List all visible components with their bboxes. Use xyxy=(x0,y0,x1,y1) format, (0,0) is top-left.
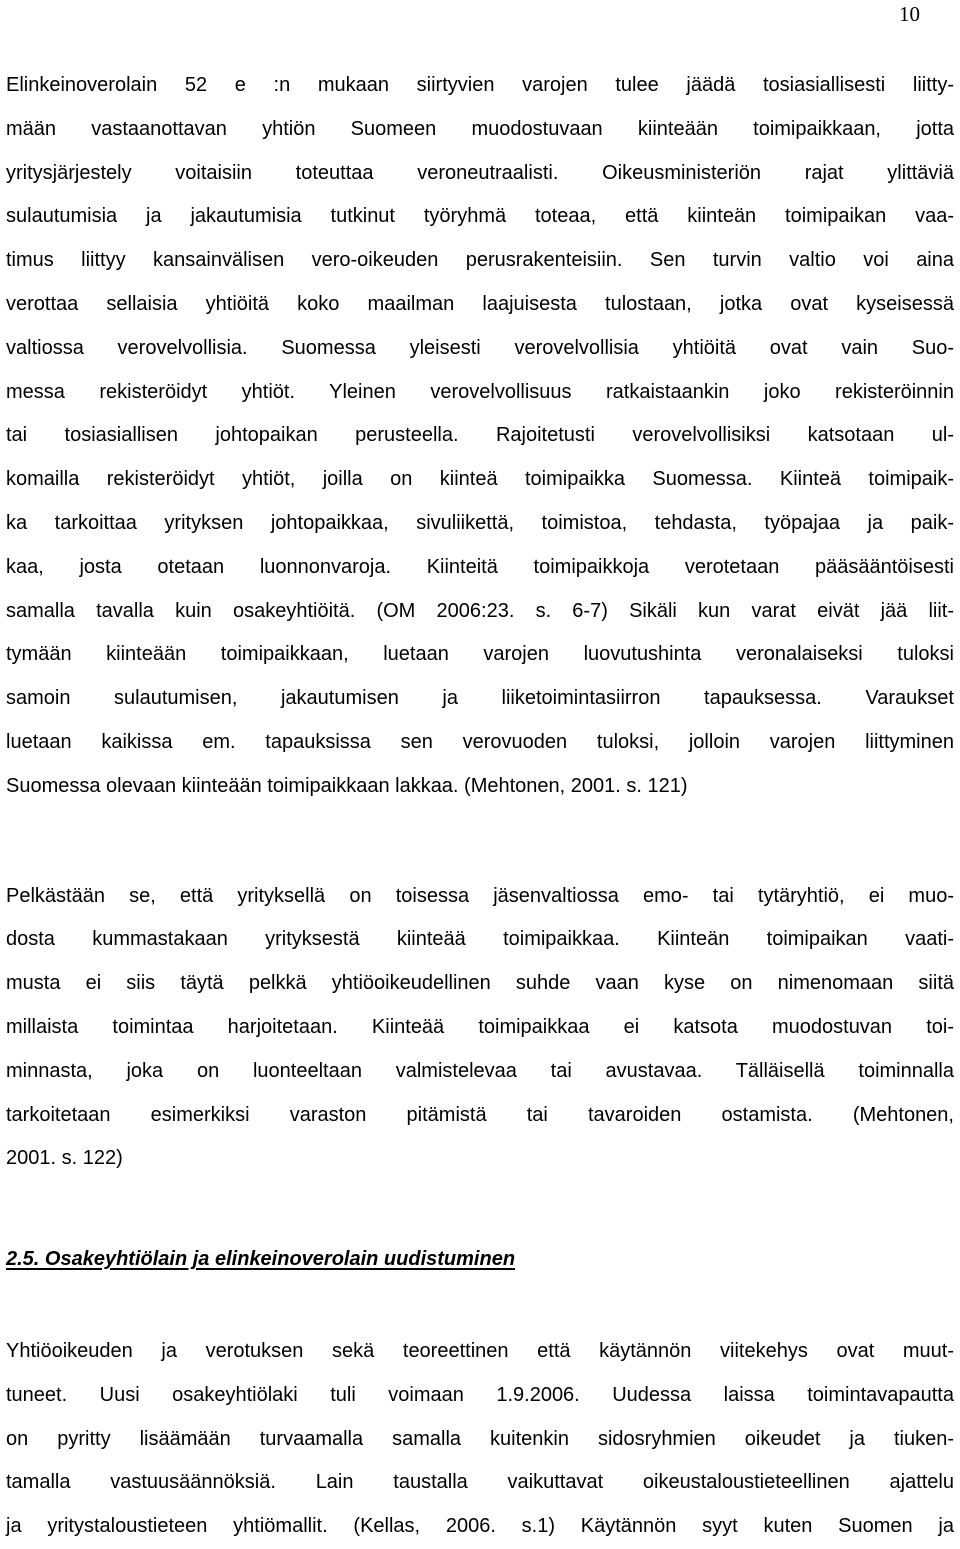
page-number: 10 xyxy=(899,2,920,26)
text-line: Elinkeinoverolain 52 e :n mukaan siirtyvien varojen tulee jäädä tosiasiallisesti liitty- xyxy=(6,74,954,96)
text-line: tarkoitetaan esimerkiksi varaston pitämistä tai tavaroiden ostamista. (Mehtonen, xyxy=(6,1103,954,1126)
text-line: kaa, josta otetaan luonnonvaroja. Kiinteitä toimipaikkoja verotetaan pääsääntöisesti xyxy=(6,555,954,578)
text-line: ka tarkoittaa yrityksen johtopaikkaa, sivuliikettä, toimistoa, tehdasta, työpajaa ja paik- xyxy=(6,511,954,534)
text-line: millaista toimintaa harjoitetaan. Kiinteää toimipaikkaa ei katsota muodostuvan toi- xyxy=(6,1015,954,1038)
text-line: messa rekisteröidyt yhtiöt. Yleinen verovelvollisuus ratkaistaankin joko rekisteröinnin xyxy=(6,380,954,403)
text-line: samoin sulautumisen, jakautumisen ja liiketoimintasiirron tapauksessa. Varaukset xyxy=(6,687,954,710)
text-line: dosta kummastakaan yrityksestä kiinteää toimipaikkaa. Kiinteän toimipaikan vaati- xyxy=(6,928,954,951)
paragraph-transfer-of-assets xyxy=(6,64,954,809)
text-line: verottaa sellaisia yhtiöitä koko maailman laajuisesta tulostaan, jotka ovat kyseisessä xyxy=(6,292,954,315)
text-line: tai tosiasiallisen johtopaikan perusteella. Rajoitetusti verovelvollisiksi katsotaan ul- xyxy=(6,424,954,447)
text-line: Suomessa olevaan kiinteään toimipaikkaan lakkaa. (Mehtonen, 2001. s. 121) xyxy=(6,774,688,797)
text-line: 2001. s. 122) xyxy=(6,1147,123,1170)
section-spacer xyxy=(6,1181,954,1238)
text-line: Yhtiöoikeuden ja verotuksen sekä teoreettinen että käytännön viitekehys ovat muut- xyxy=(6,1339,954,1362)
text-line: Pelkästään se, että yrityksellä on toisessa jäsenvaltiossa emo- tai tytäryhtiö, ei muo- xyxy=(6,884,954,907)
text-line: mään vastaanottavan yhtiön Suomeen muodostuvaan kiinteään toimipaikkaan, jotta xyxy=(6,117,954,140)
section-spacer xyxy=(6,1282,954,1330)
paragraph-spacer xyxy=(6,809,954,875)
paragraph-permanent-establishment xyxy=(6,875,954,1182)
text-line: minnasta, joka on luonteeltaan valmistelevaa tai avustavaa. Tälläisellä toiminnalla xyxy=(6,1059,954,1082)
paragraph-law-reform xyxy=(6,1330,954,1549)
text-line: yritysjärjestely voitaisiin toteuttaa veroneutraalisti. Oikeusministeriön rajat ylittäviä xyxy=(6,161,954,184)
text-line: timus liittyy kansainvälisen vero-oikeuden perusrakenteisiin. Sen turvin valtio voi aina xyxy=(6,249,954,272)
text-line: sulautumisia ja jakautumisia tutkinut työryhmä toteaa, että kiinteän toimipaikan vaa- xyxy=(6,205,954,228)
text-line: tamalla vastuusäännöksiä. Lain taustalla vaikuttavat oikeustaloustieteellinen ajattelu xyxy=(6,1471,954,1494)
text-line: tuneet. Uusi osakeyhtiölaki tuli voimaan 1.9.2006. Uudessa laissa toimintavapautta xyxy=(6,1383,954,1406)
text-line: musta ei siis täytä pelkkä yhtiöoikeudellinen suhde vaan kyse on nimenomaan siitä xyxy=(6,972,954,995)
text-line: komailla rekisteröidyt yhtiöt, joilla on kiinteä toimipaikka Suomessa. Kiinteä toimipaik- xyxy=(6,468,954,491)
section-heading: 2.5. Osakeyhtiölain ja elinkeinoverolain uudistuminen xyxy=(6,1248,516,1271)
page-content xyxy=(6,64,954,1549)
text-line: tymään kiinteään toimipaikkaan, luetaan varojen luovutushinta veronalaiseksi tuloksi xyxy=(6,643,954,666)
text-line: ja yritystaloustieteen yhtiömallit. (Kellas, 2006. s.1) Käytännön syyt kuten Suomen ja xyxy=(6,1515,954,1538)
text-line: valtiossa verovelvollisia. Suomessa yleisesti verovelvollisia yhtiöitä ovat vain Suo- xyxy=(6,336,954,359)
text-line: on pyritty lisäämään turvaamalla samalla kuitenkin sidosryhmien oikeudet ja tiuken- xyxy=(6,1427,954,1450)
text-line: samalla tavalla kuin osakeyhtiöitä. (OM 2006:23. s. 6-7) Sikäli kun varat eivät jää liit- xyxy=(6,599,954,622)
text-line: luetaan kaikissa em. tapauksissa sen verovuoden tuloksi, jolloin varojen liittyminen xyxy=(6,730,954,753)
